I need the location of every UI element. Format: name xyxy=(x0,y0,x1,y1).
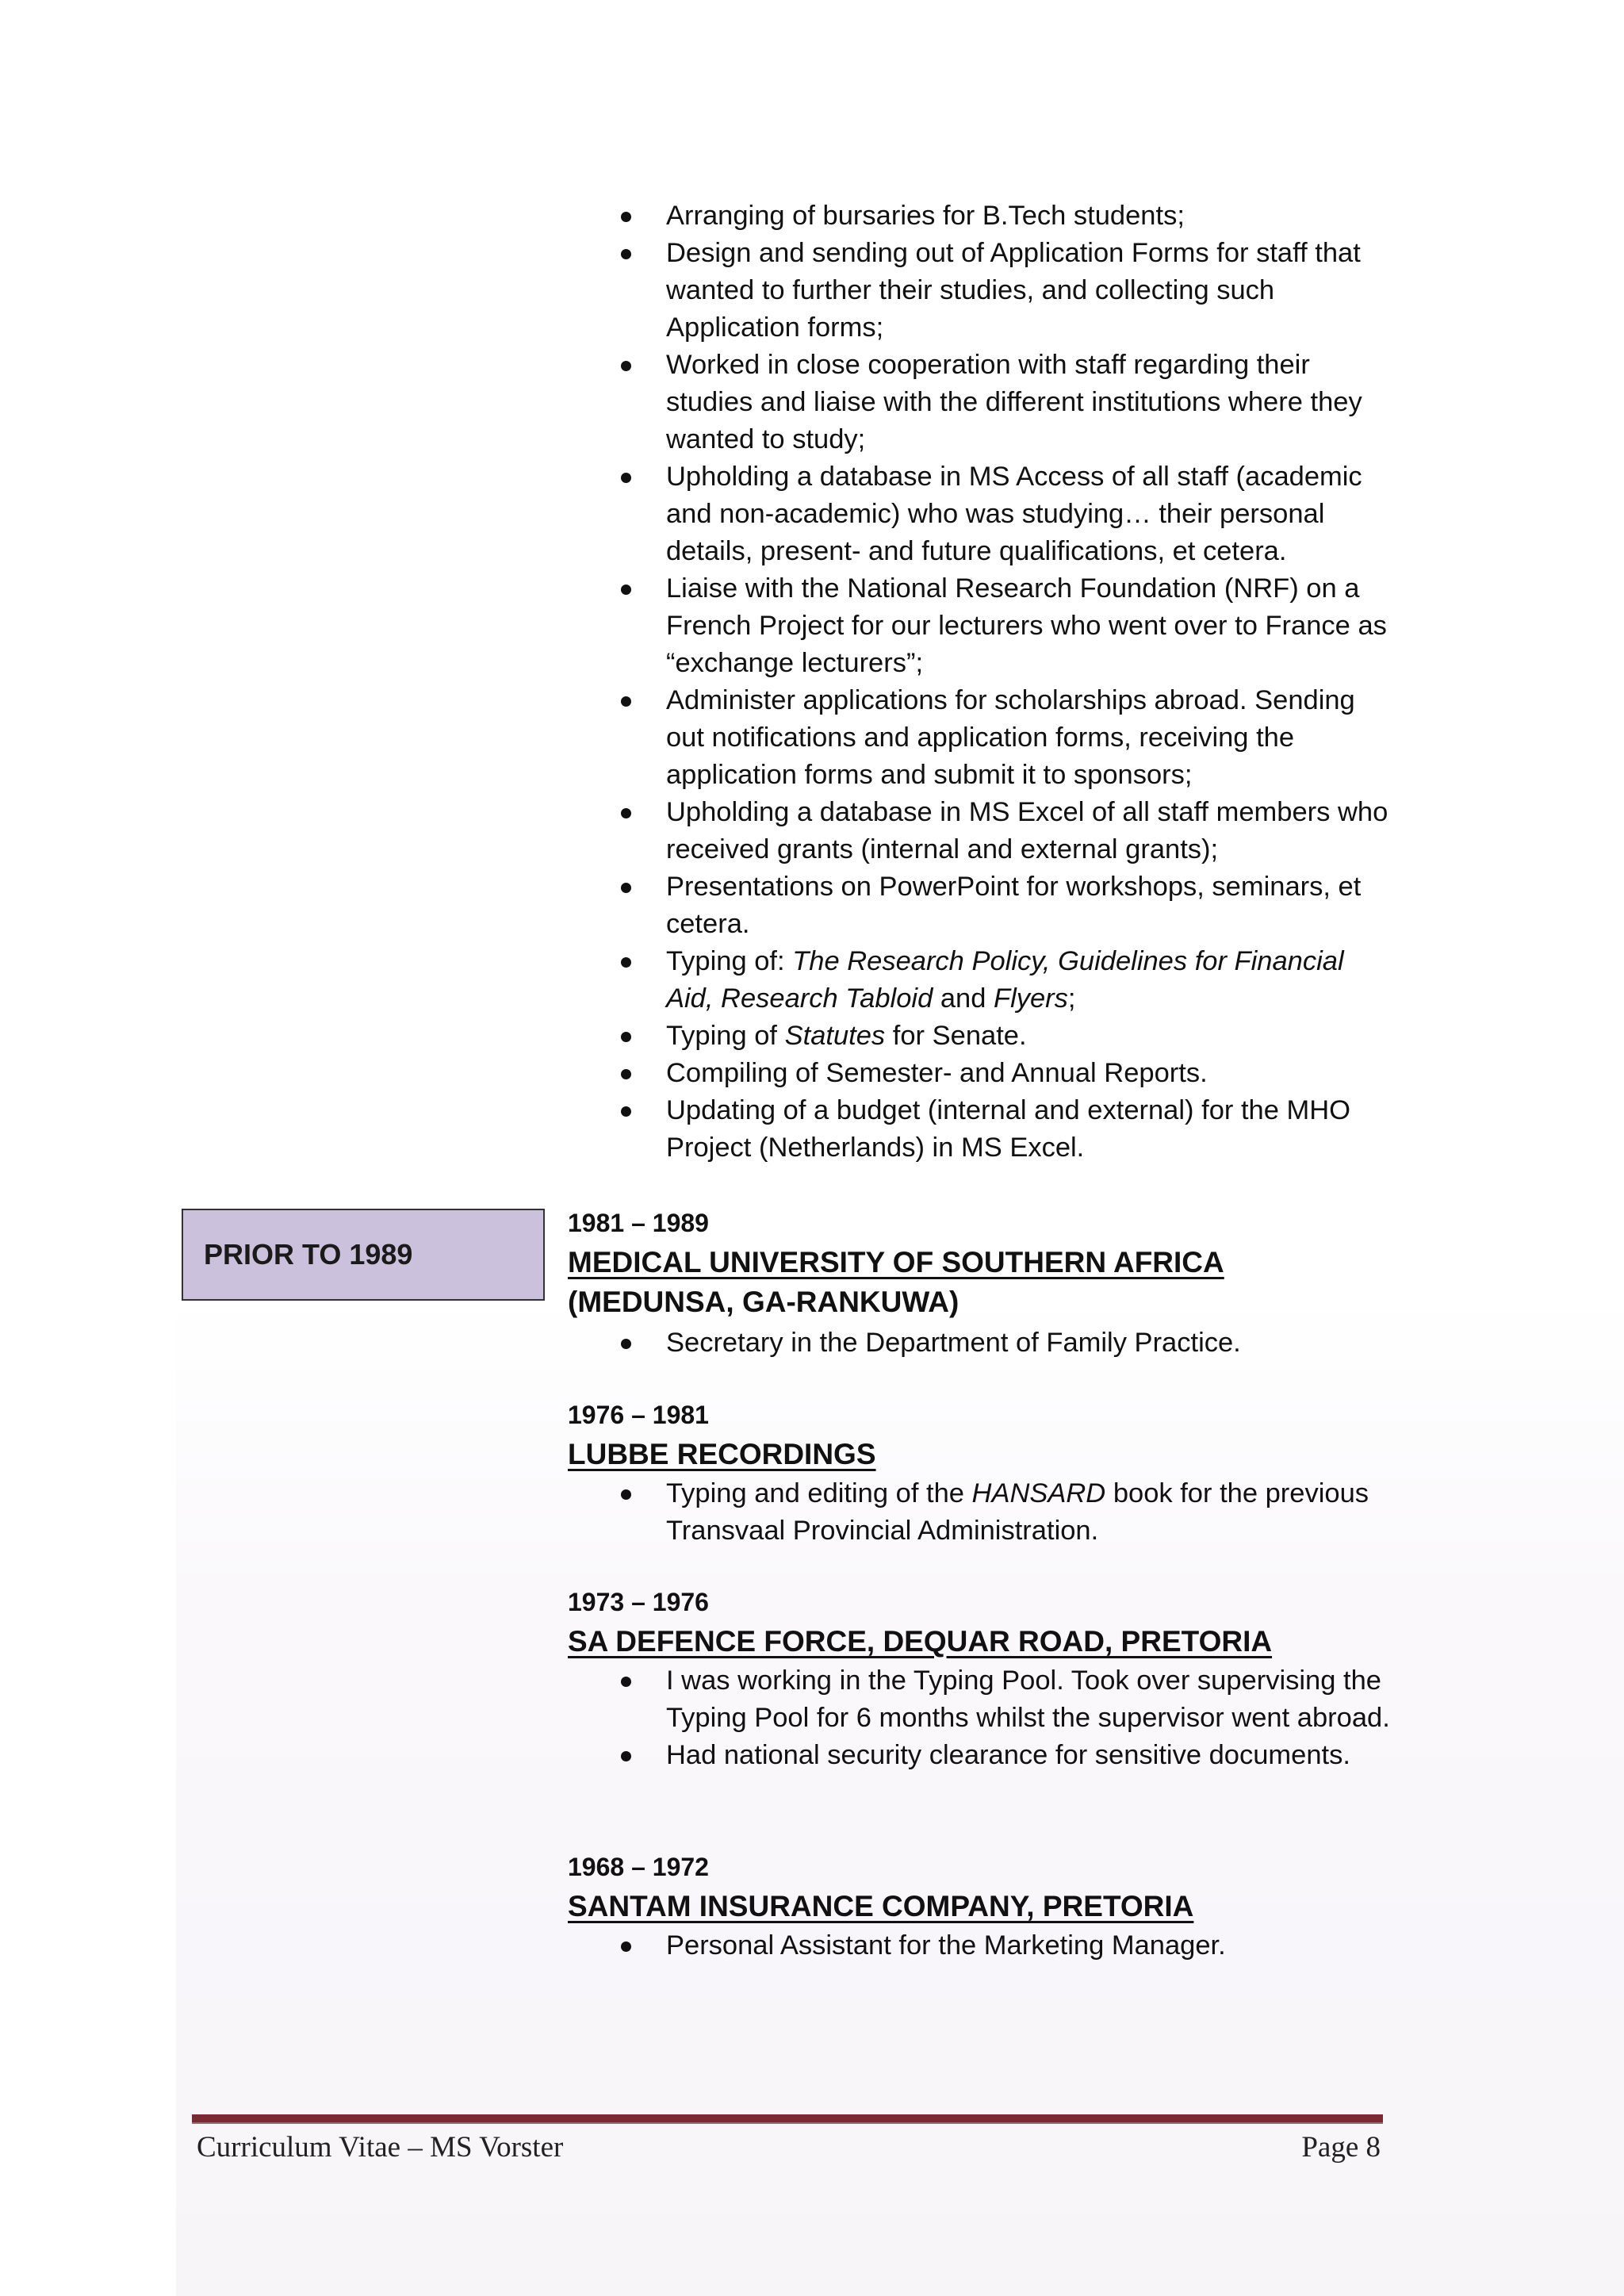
job-duties-lubbe xyxy=(568,1475,1392,1550)
job-company-lubbe: LUBBE RECORDINGS xyxy=(568,1438,876,1470)
job-company-santam: SANTAM INSURANCE COMPANY, PRETORIA xyxy=(568,1890,1194,1922)
job-company-sadf: SA DEFENCE FORCE, DEQUAR ROAD, PRETORIA xyxy=(568,1625,1273,1658)
list-item: I was working in the Typing Pool. Took over supervising the Typing Pool for 6 months whilst the supervisor went abroad. xyxy=(568,1662,1392,1737)
list-item: Upholding a database in MS Access of all staff (academic and non-academic) who was studying… their personal details, present- and future qualifications, et cetera. xyxy=(568,458,1392,570)
list-item: Design and sending out of Application Forms for staff that wanted to further their studies, and collecting such Application forms; xyxy=(568,235,1392,347)
list-item: Personal Assistant for the Marketing Manager. xyxy=(568,1927,1392,1964)
job-duties-sadf xyxy=(568,1662,1392,1774)
job-years-medunsa: 1981 – 1989 xyxy=(568,1209,709,1237)
footer-page-number: Page 8 xyxy=(1301,2131,1381,2164)
job-company-medunsa-line2: (MEDUNSA, GA-RANKUWA) xyxy=(568,1286,959,1318)
job-years-santam: 1968 – 1972 xyxy=(568,1853,709,1881)
job-years-lubbe: 1976 – 1981 xyxy=(568,1401,709,1429)
job-company-medunsa: MEDICAL UNIVERSITY OF SOUTHERN AFRICA xyxy=(568,1246,1224,1278)
list-item: Worked in close cooperation with staff regarding their studies and liaise with the different institutions where they wanted to study; xyxy=(568,347,1392,458)
list-item: Arranging of bursaries for B.Tech students; xyxy=(568,197,1392,235)
list-item: Secretary in the Department of Family Practice. xyxy=(568,1324,1392,1362)
list-item: Typing and editing of the HANSARD book for the previous Transvaal Provincial Administration. xyxy=(568,1475,1392,1550)
list-item: Had national security clearance for sensitive documents. xyxy=(568,1737,1392,1774)
duties-list xyxy=(568,197,1392,1167)
list-item: Typing of Statutes for Senate. xyxy=(568,1018,1392,1055)
list-item: Upholding a database in MS Excel of all staff members who received grants (internal and external grants); xyxy=(568,794,1392,868)
job-years-sadf: 1973 – 1976 xyxy=(568,1588,709,1616)
job-duties-santam xyxy=(568,1927,1392,1964)
footer-rule xyxy=(192,2114,1383,2124)
list-item: Typing of: The Research Policy, Guidelines for Financial Aid, Research Tabloid and Flyers; xyxy=(568,943,1392,1018)
section-label-text: PRIOR TO 1989 xyxy=(204,1238,413,1271)
list-item: Administer applications for scholarships abroad. Sending out notifications and application forms, receiving the application forms and submit it to sponsors; xyxy=(568,682,1392,794)
section-label-prior-to-1989 xyxy=(182,1209,545,1301)
list-item: Liaise with the National Research Foundation (NRF) on a French Project for our lecturers who went over to France as “exchange lecturers”; xyxy=(568,570,1392,682)
list-item: Updating of a budget (internal and external) for the MHO Project (Netherlands) in MS Excel. xyxy=(568,1092,1392,1167)
list-item: Compiling of Semester- and Annual Reports. xyxy=(568,1055,1392,1092)
footer-title: Curriculum Vitae – MS Vorster xyxy=(197,2131,564,2164)
job-duties-medunsa xyxy=(568,1324,1392,1362)
list-item: Presentations on PowerPoint for workshops, seminars, et cetera. xyxy=(568,868,1392,943)
